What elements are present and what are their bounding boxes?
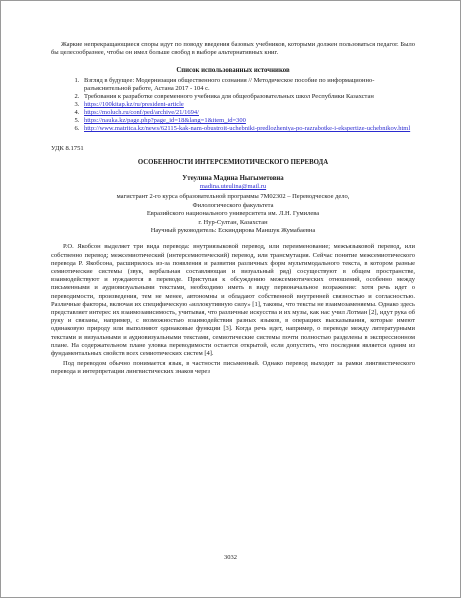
reference-item: 2. Требования к разработке современного учебника для общеобразовательных школ Республики Казахстан [81,93,415,101]
author-affiliation [51,193,415,235]
affiliation-line: магистрант 2-го курса образовательной программы 7М02302 – Переводческое дело, [116,193,350,201]
reference-item [81,125,415,133]
references-title: Список использованных источников [176,67,290,75]
reference-item [81,101,415,109]
reference-link[interactable]: https://100kitap.kz/ru/president-article [84,101,184,109]
author-name: Утеулина Мадина Ныгыметовна [182,175,284,183]
intro-paragraph: Жаркие непрекращающиеся споры идут по поводу введения базовых учебников, которыми должен пользоваться педагог. Было бы целесообразнее, чтобы он имел больше свобод в выборе альтернативных книг. [51,41,415,57]
body-paragraph: Р.О. Якобсон выделяет три вида перевода: внутриязыковой перевод, или переименование; межъязыковой перевод, или собственно перевод; межсемиотический (интерсемиотический) перевод, или трансмутация. Сейчас понятие межсемиотического перевода Р. Якобсона, расширилось из-за появления и развития различных форм мультимодального текста, в котором разные семиотические системы (звук, вербальная составляющая и визуальный ряд) сосуществуют в общем пространстве, взаимодействуют и нуждаются в переводе. Приступая к обсуждению межсемиотических отношений, особенно между письменными и аудиовизуальными текстами, необходимо иметь в виду первоначальное возражение: хотя речь идет о переводимости, произведения, тем не менее, автономны и обладают собственной внутренней связностью и согласностью. Различные факторы, включая их специфическую «иллокутивную силу» [1], таковы, что тексты не взаимозаменяемы. Однако здесь представляет интерес их взаимозависимость, учитывая, что различные искусства и их музы, как нас учил Лотман [2], идут рука об руку и связаны, например, с возможностью взаимодействия разных языков, в операциях высказывания, которые имеют одинаковую природу или выполняют одинаковые функции [3]. Когда речь идет, например, о переводе между литературными текстами и визуальными и аудиовизуальными текстами, семиотические системы почти полностью разделены в экспрессионном плане. На содержательном плане уловка переводимости остается открытой, если допустить, что последняя является одним из фундаментальных свойств всех семиотических систем [4]. [51,243,415,358]
affiliation-line: г. Нур-Султан, Казахстан [198,218,268,226]
affiliation-line: Филологического факультета [192,201,274,209]
page-number: 3032 [224,554,237,561]
affiliation-line: Научный руководитель: Ескиндирова Маншук Жумабаевна [150,227,316,235]
reference-link[interactable]: https://nauka.kz/page.php?page_id=18&lang=1&item_id=300 [84,117,246,125]
article-title: ОСОБЕННОСТИ ИНТЕРСЕМИОТИЧЕСКОГО ПЕРЕВОДА [137,159,329,167]
reference-link[interactable]: https://moluch.ru/conf/ped/archive/21/1694/ [84,109,199,117]
reference-item [81,117,415,125]
author-email-link[interactable]: madina.uteulina@mail.ru [199,183,267,191]
udk-code: УДК 8.1751 [51,145,84,153]
affiliation-line: Евразийского национального университета им. Л.Н. Гумилева [146,210,320,218]
references-list [51,77,415,133]
reference-link[interactable]: http://www.matritca.kz/news/62115-kak-nam-obustroit-uchebniki-predlozheniya-po-razrabotke-i-ekspertize-uchebnikov.html [84,125,411,133]
page-content [51,41,415,377]
reference-item: 1. Взгляд в будущее: Модернизация общественного сознания // Методическое пособие по информационно-разъяснительной работе, Астана 2017 - 104 с. [81,77,415,93]
body-paragraph: Под переводом обычно понимается язык, в частности письменный. Однако перевод выходит за рамки лингвистического перевода и интерпретации лингвистических знаков через [51,360,415,376]
reference-item [81,109,415,117]
